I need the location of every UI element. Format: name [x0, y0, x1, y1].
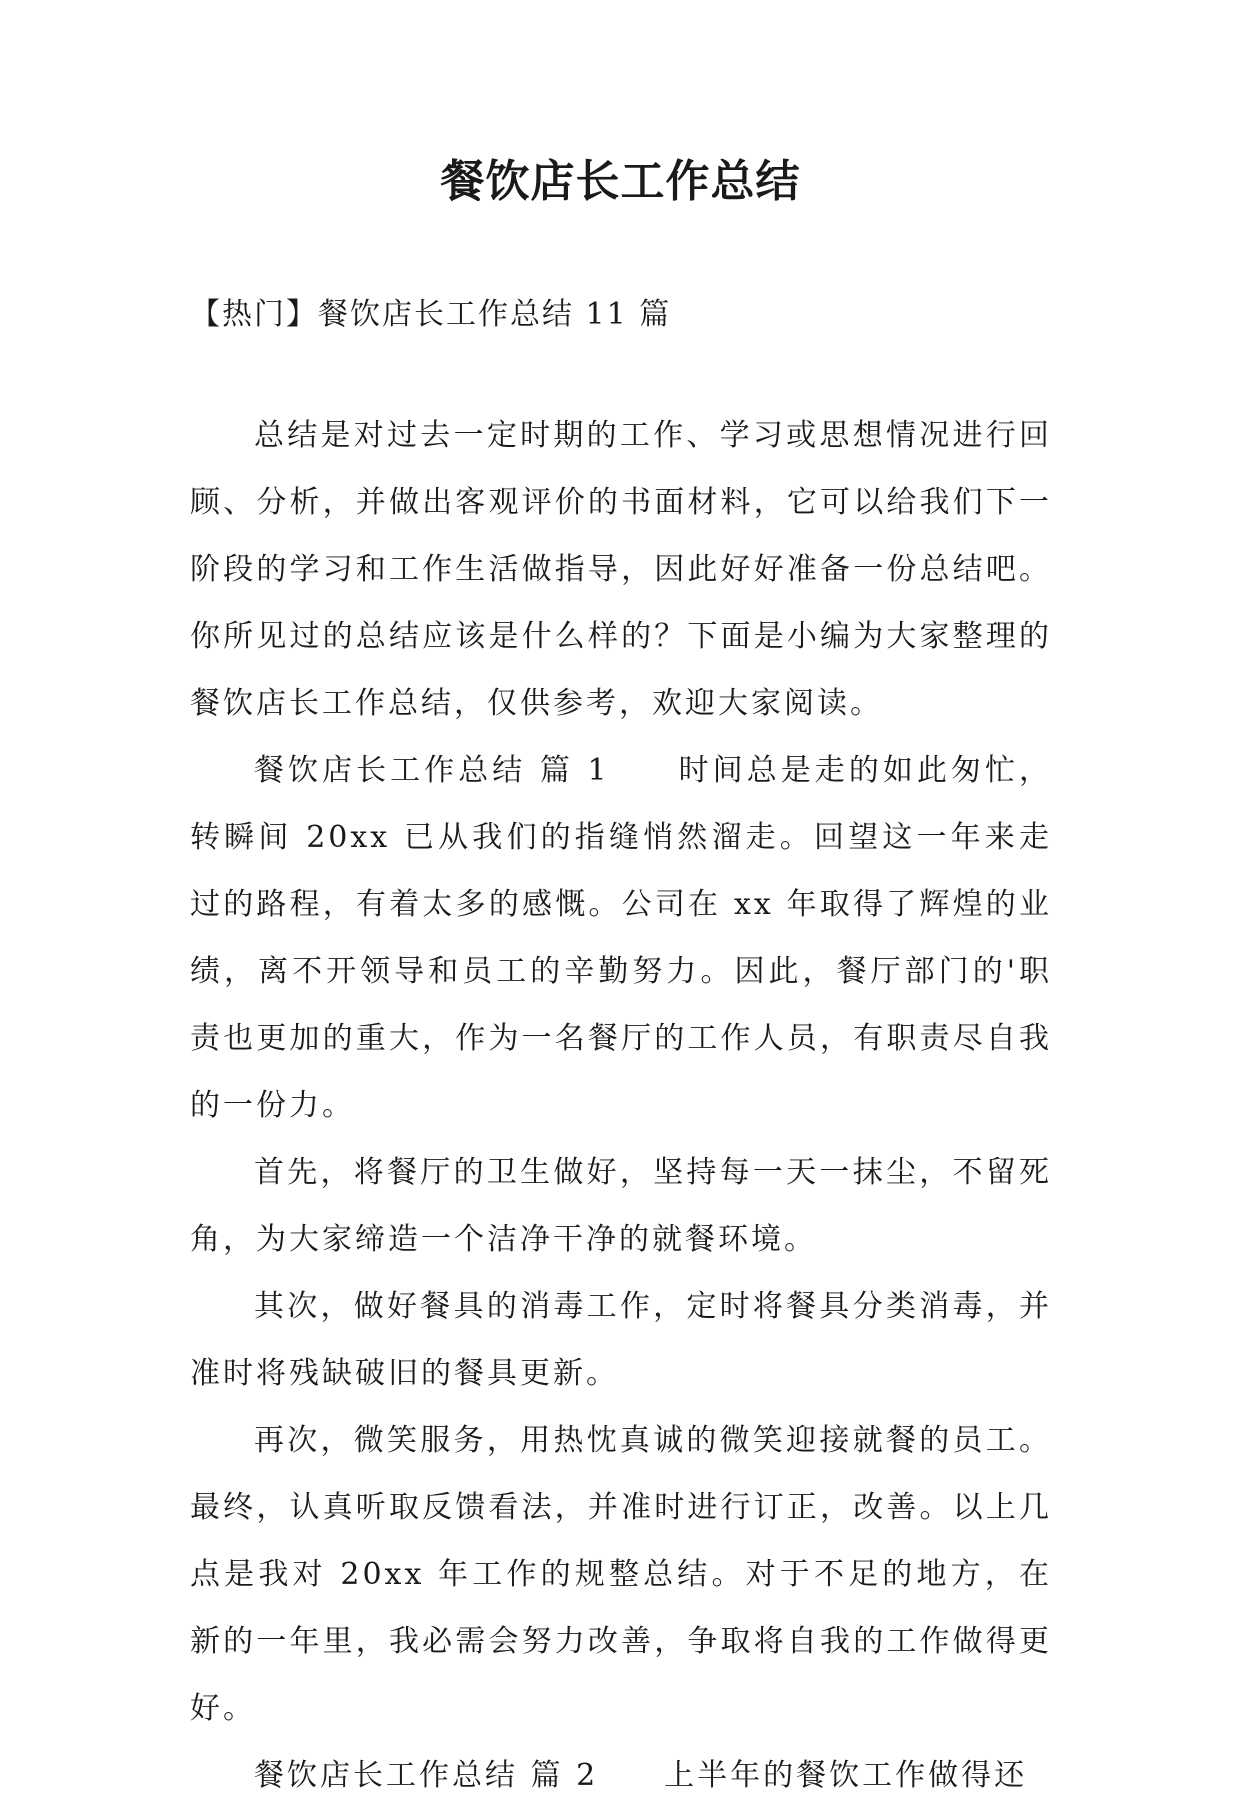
paragraph-part-1: 餐饮店长工作总结 篇 1 时间总是走的如此匆忙，转瞬间 20xx 已从我们的指缝悄然溜走。回望这一年来走过的路程，有着太多的感慨。公司在 xx 年取得了辉煌的业绩，离不开领导和员工的辛勤努力。因此，餐厅部门的'职责也更加的重大，作为一名餐厅的工作人员，有职责尽自我的一份力。	[190, 753, 1052, 1123]
paragraph-second: 其次，做好餐具的消毒工作，定时将餐具分类消毒，并准时将残缺破旧的餐具更新。	[190, 1289, 1052, 1391]
paragraph-third: 再次，微笑服务，用热忱真诚的微笑迎接就餐的员工。最终，认真听取反馈看法，并准时进行订正，改善。以上几点是我对 20xx 年工作的规整总结。对于不足的地方，在新的一年里，我必需会努力改善，争取将自我的工作做得更好。	[190, 1423, 1052, 1726]
document-body	[190, 402, 1052, 1809]
paragraph-intro: 总结是对过去一定时期的工作、学习或思想情况进行回顾、分析，并做出客观评价的书面材料，它可以给我们下一阶段的学习和工作生活做指导，因此好好准备一份总结吧。你所见过的总结应该是什么样的？下面是小编为大家整理的餐饮店长工作总结，仅供参考，欢迎大家阅读。	[190, 418, 1052, 721]
paragraph-part-2: 餐饮店长工作总结 篇 2 上半年的餐饮工作做得还	[254, 1758, 1028, 1793]
paragraph-first: 首先，将餐厅的卫生做好，坚持每一天一抹尘，不留死角，为大家缔造一个洁净干净的就餐环境。	[190, 1155, 1052, 1257]
document-subtitle: 【热门】餐饮店长工作总结 11 篇	[190, 297, 672, 332]
document-title: 餐饮店长工作总结	[440, 156, 801, 207]
